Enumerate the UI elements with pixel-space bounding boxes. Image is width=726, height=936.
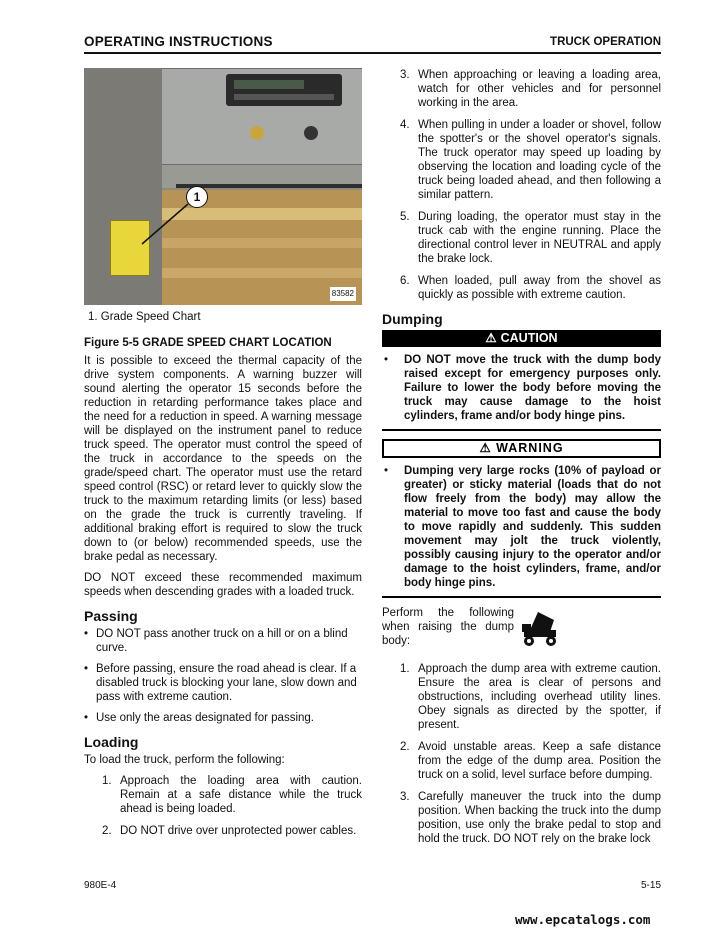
step-text: When pulling in under a loader or shovel, follow the spotter's or the shovel operator's signals. The truck operator may speed up loading by observing the location and loading cycle of the truck being loaded ahead, and then following a similar pattern. — [418, 119, 661, 201]
caution-banner — [382, 330, 661, 347]
list-item: • Use only the areas designated for passing. — [84, 711, 362, 725]
step-text: When loaded, pull away from the shovel as quickly as possible with extreme caution. — [418, 275, 661, 301]
caution-label: CAUTION — [500, 331, 558, 345]
thermal-paragraph: It is possible to exceed the thermal capacity of the drive system components. A warning buzzer will sound alerting the operator 15 seconds before the reduction in retarding performance takes place and the need for a reduction in speed. A warning message will be displayed on the instrument panel to reduce truck speed. The operator must control the speed of the truck in accordance to the speeds on the grade/speed chart. The operator must use the retard speed control (RSC) or retard lever to quickly slow the truck to the maximum retarding limits (or less) based on the grade the truck is currently traveling. If additional braking effort is required to slow the truck down to (or below) recommended speeds, use the brake pedal as necessary. — [84, 355, 362, 563]
watermark-url[interactable]: www.epcatalogs.com — [515, 912, 651, 927]
list-item — [382, 662, 661, 732]
step-number: 5. — [400, 211, 410, 223]
step-number: 1. — [400, 663, 410, 675]
dump-truck-icon — [520, 610, 560, 648]
warning-banner — [382, 439, 661, 458]
warning-box — [382, 464, 661, 598]
list-item — [382, 740, 661, 782]
step-text: During loading, the operator must stay in the truck cab with the engine running. Place the directional control lever in NEUTRAL and apply the brake lock. — [418, 211, 661, 265]
caution-box — [382, 353, 661, 431]
list-item: • Before passing, ensure the road ahead is clear. If a disabled truck is blocking your lane, slow down and pass with extreme caution. — [84, 662, 362, 704]
loading-intro: To load the truck, perform the following: — [84, 754, 285, 766]
step-number: 3. — [400, 791, 410, 803]
loading-heading: Loading — [84, 734, 139, 750]
page-number: 5-15 — [641, 880, 662, 891]
step-number: 3. — [400, 69, 410, 81]
list-item: • DO NOT pass another truck on a hill or on a blind curve. — [84, 627, 362, 655]
list-item — [382, 118, 661, 202]
alert-triangle-icon: ⚠ — [485, 331, 497, 345]
list-item — [382, 274, 661, 302]
step-number: 4. — [400, 119, 410, 131]
warning-label: WARNING — [496, 441, 564, 455]
passing-heading: Passing — [84, 608, 138, 624]
perform-text: Perform the following when raising the dump body: — [382, 607, 514, 647]
figure-callout-1: 1 — [186, 186, 208, 208]
right-column — [382, 68, 661, 854]
warning-text: • Dumping very large rocks (10% of payload or greater) or sticky material (loads that do not flow freely from the body) may allow the material to move too fast and cause the body to move rapidly and suddenly. This sudden movement may jolt the truck violently, possibly causing injury to the operator and/or damage to the hoist cylinders, frame, and/or body hinge pins. — [382, 464, 661, 590]
list-item — [382, 790, 661, 846]
cab-photo — [84, 68, 362, 305]
step-text: Approach the loading area with caution. Remain at a safe distance while the truck ahead is being loaded. — [120, 775, 362, 815]
section-title: OPERATING INSTRUCTIONS — [84, 34, 273, 49]
step-text: Avoid unstable areas. Keep a safe distance from the edge of the dump area. Position the truck on a solid, level surface before dumping. — [418, 741, 661, 781]
loading-steps-right — [382, 68, 661, 302]
photo-id: 83582 — [330, 287, 356, 301]
dump-intro — [382, 606, 661, 654]
step-text: Approach the dump area with extreme caution. Ensure the area is clear of persons and obstructions, including overhead utility lines. Obey signals as directed by the spotter, if present. — [418, 663, 661, 731]
list-item — [382, 210, 661, 266]
doc-number: 980E-4 — [84, 880, 117, 891]
step-number: 6. — [400, 275, 410, 287]
passing-list — [84, 627, 362, 725]
page-header — [84, 34, 661, 54]
figure-caption: 1. Grade Speed Chart — [88, 311, 201, 323]
dumping-heading: Dumping — [382, 311, 443, 327]
dump-steps — [382, 662, 661, 846]
step-text: When approaching or leaving a loading area, watch for other vehicles and for personnel working in the area. — [418, 69, 661, 109]
chapter-title: TRUCK OPERATION — [550, 36, 661, 48]
step-text: Carefully maneuver the truck into the dump position. When backing the truck into the dump position, use only the brake pedal to stop and hold the truck. DO NOT rely on the brake lock — [418, 791, 661, 845]
left-column — [84, 68, 362, 846]
list-item — [382, 68, 661, 110]
step-number: 1. — [102, 775, 112, 787]
list-item — [84, 824, 362, 838]
caution-text: • DO NOT move the truck with the dump body raised except for emergency purposes only. Failure to lower the body before moving the truck may cause damage to the hoist cylinders, frame and/or body hinge pins. — [382, 353, 661, 423]
step-number: 2. — [400, 741, 410, 753]
loading-steps-left — [84, 774, 362, 838]
alert-triangle-icon: ⚠ — [479, 441, 492, 455]
step-number: 2. — [102, 825, 112, 837]
figure-title: Figure 5-5 GRADE SPEED CHART LOCATION — [84, 337, 332, 349]
list-item — [84, 774, 362, 816]
step-text: DO NOT drive over unprotected power cables. — [120, 825, 357, 837]
callout-leader-line — [84, 68, 362, 305]
speed-note: DO NOT exceed these recommended maximum speeds when descending grades with a loaded truck. — [84, 572, 362, 598]
